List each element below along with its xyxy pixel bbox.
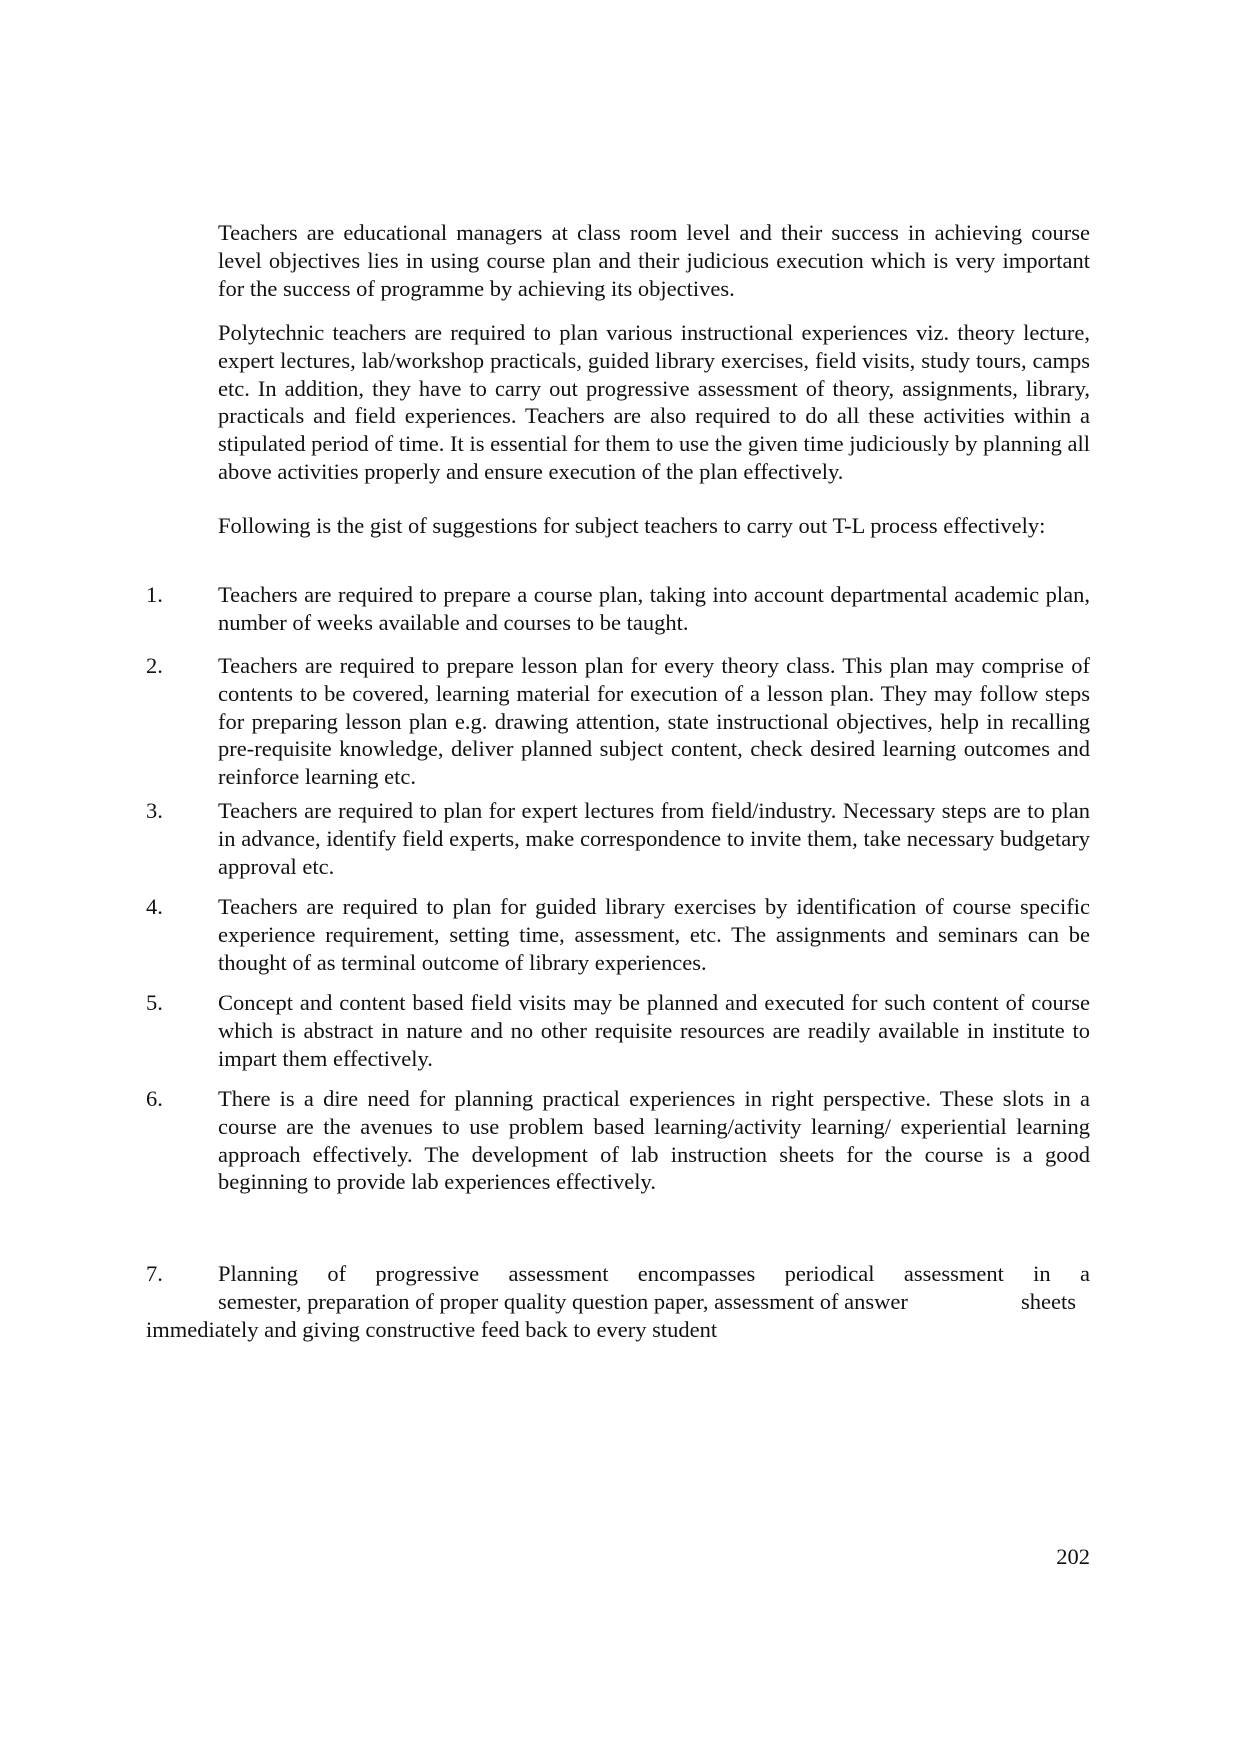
list-item-text-line: immediately and giving constructive feed back to every student: [146, 1316, 718, 1342]
page-number: 202: [1056, 1544, 1090, 1569]
list-item-text-line: [218, 1288, 1076, 1316]
list-item-text: Concept and content based field visits may be planned and executed for such content of course which is abstract in nature and no other requisite resources are readily available in institute to impart them effectively.: [218, 990, 1090, 1071]
list-item-number: 2.: [146, 653, 163, 678]
list-item-text-fragment: semester, preparation of proper quality question paper, assessment of answer: [218, 1288, 908, 1314]
list-item-number: 6.: [146, 1086, 163, 1111]
list-item-number: 7.: [146, 1261, 163, 1286]
list-item-number: 1.: [146, 582, 163, 607]
list-item-text: Teachers are required to prepare lesson plan for every theory class. This plan may comprise of contents to be covered, learning material for execution of a lesson plan. They may follow steps for preparing lesson plan e.g. drawing attention, state instructional objectives, help in recalling pre-requisite knowledge, deliver planned subject content, check desired learning outcomes and reinforce learning etc.: [218, 653, 1090, 790]
list-item-text: Teachers are required to plan for guided library exercises by identification of course specific experience requirement, setting time, assessment, etc. The assignments and seminars can be thought of as terminal outcome of library experiences.: [218, 894, 1090, 975]
intro-paragraph: Polytechnic teachers are required to plan various instructional experiences viz. theory lecture, expert lectures, lab/workshop practicals, guided library exercises, field visits, study tours, camps etc. In addition, they have to carry out progressive assessment of theory, assignments, library, practicals and field experiences. Teachers are also required to do all these activities within a stipulated period of time. It is essential for them to use the given time judiciously by planning all above activities properly and ensure execution of the plan effectively.: [218, 320, 1090, 484]
list-item-text: Teachers are required to prepare a course plan, taking into account departmental academic plan, number of weeks available and courses to be taught.: [218, 582, 1090, 635]
intro-paragraph: Teachers are educational managers at class room level and their success in achieving course level objectives lies in using course plan and their judicious execution which is very important for the success of programme by achieving its objectives.: [218, 220, 1090, 301]
list-item-text: Teachers are required to plan for expert lectures from field/industry. Necessary steps are to plan in advance, identify field experts, make correspondence to invite them, take necessary budgetary approval etc.: [218, 798, 1090, 879]
list-item-text: There is a dire need for planning practical experiences in right perspective. These slots in a course are the avenues to use problem based learning/activity learning/ experiential learning approach effectively. The development of lab instruction sheets for the course is a good beginning to provide lab experiences effectively.: [218, 1086, 1090, 1195]
list-item-number: 4.: [146, 894, 163, 919]
list-item-number: 3.: [146, 798, 163, 823]
intro-paragraph: Following is the gist of suggestions for subject teachers to carry out T-L process effectively:: [218, 513, 1046, 538]
list-item-text-line: Planning of progressive assessment encompasses periodical assessment in a: [218, 1261, 1090, 1286]
list-item-text-fragment: sheets: [1021, 1288, 1076, 1314]
list-item-number: 5.: [146, 990, 163, 1015]
